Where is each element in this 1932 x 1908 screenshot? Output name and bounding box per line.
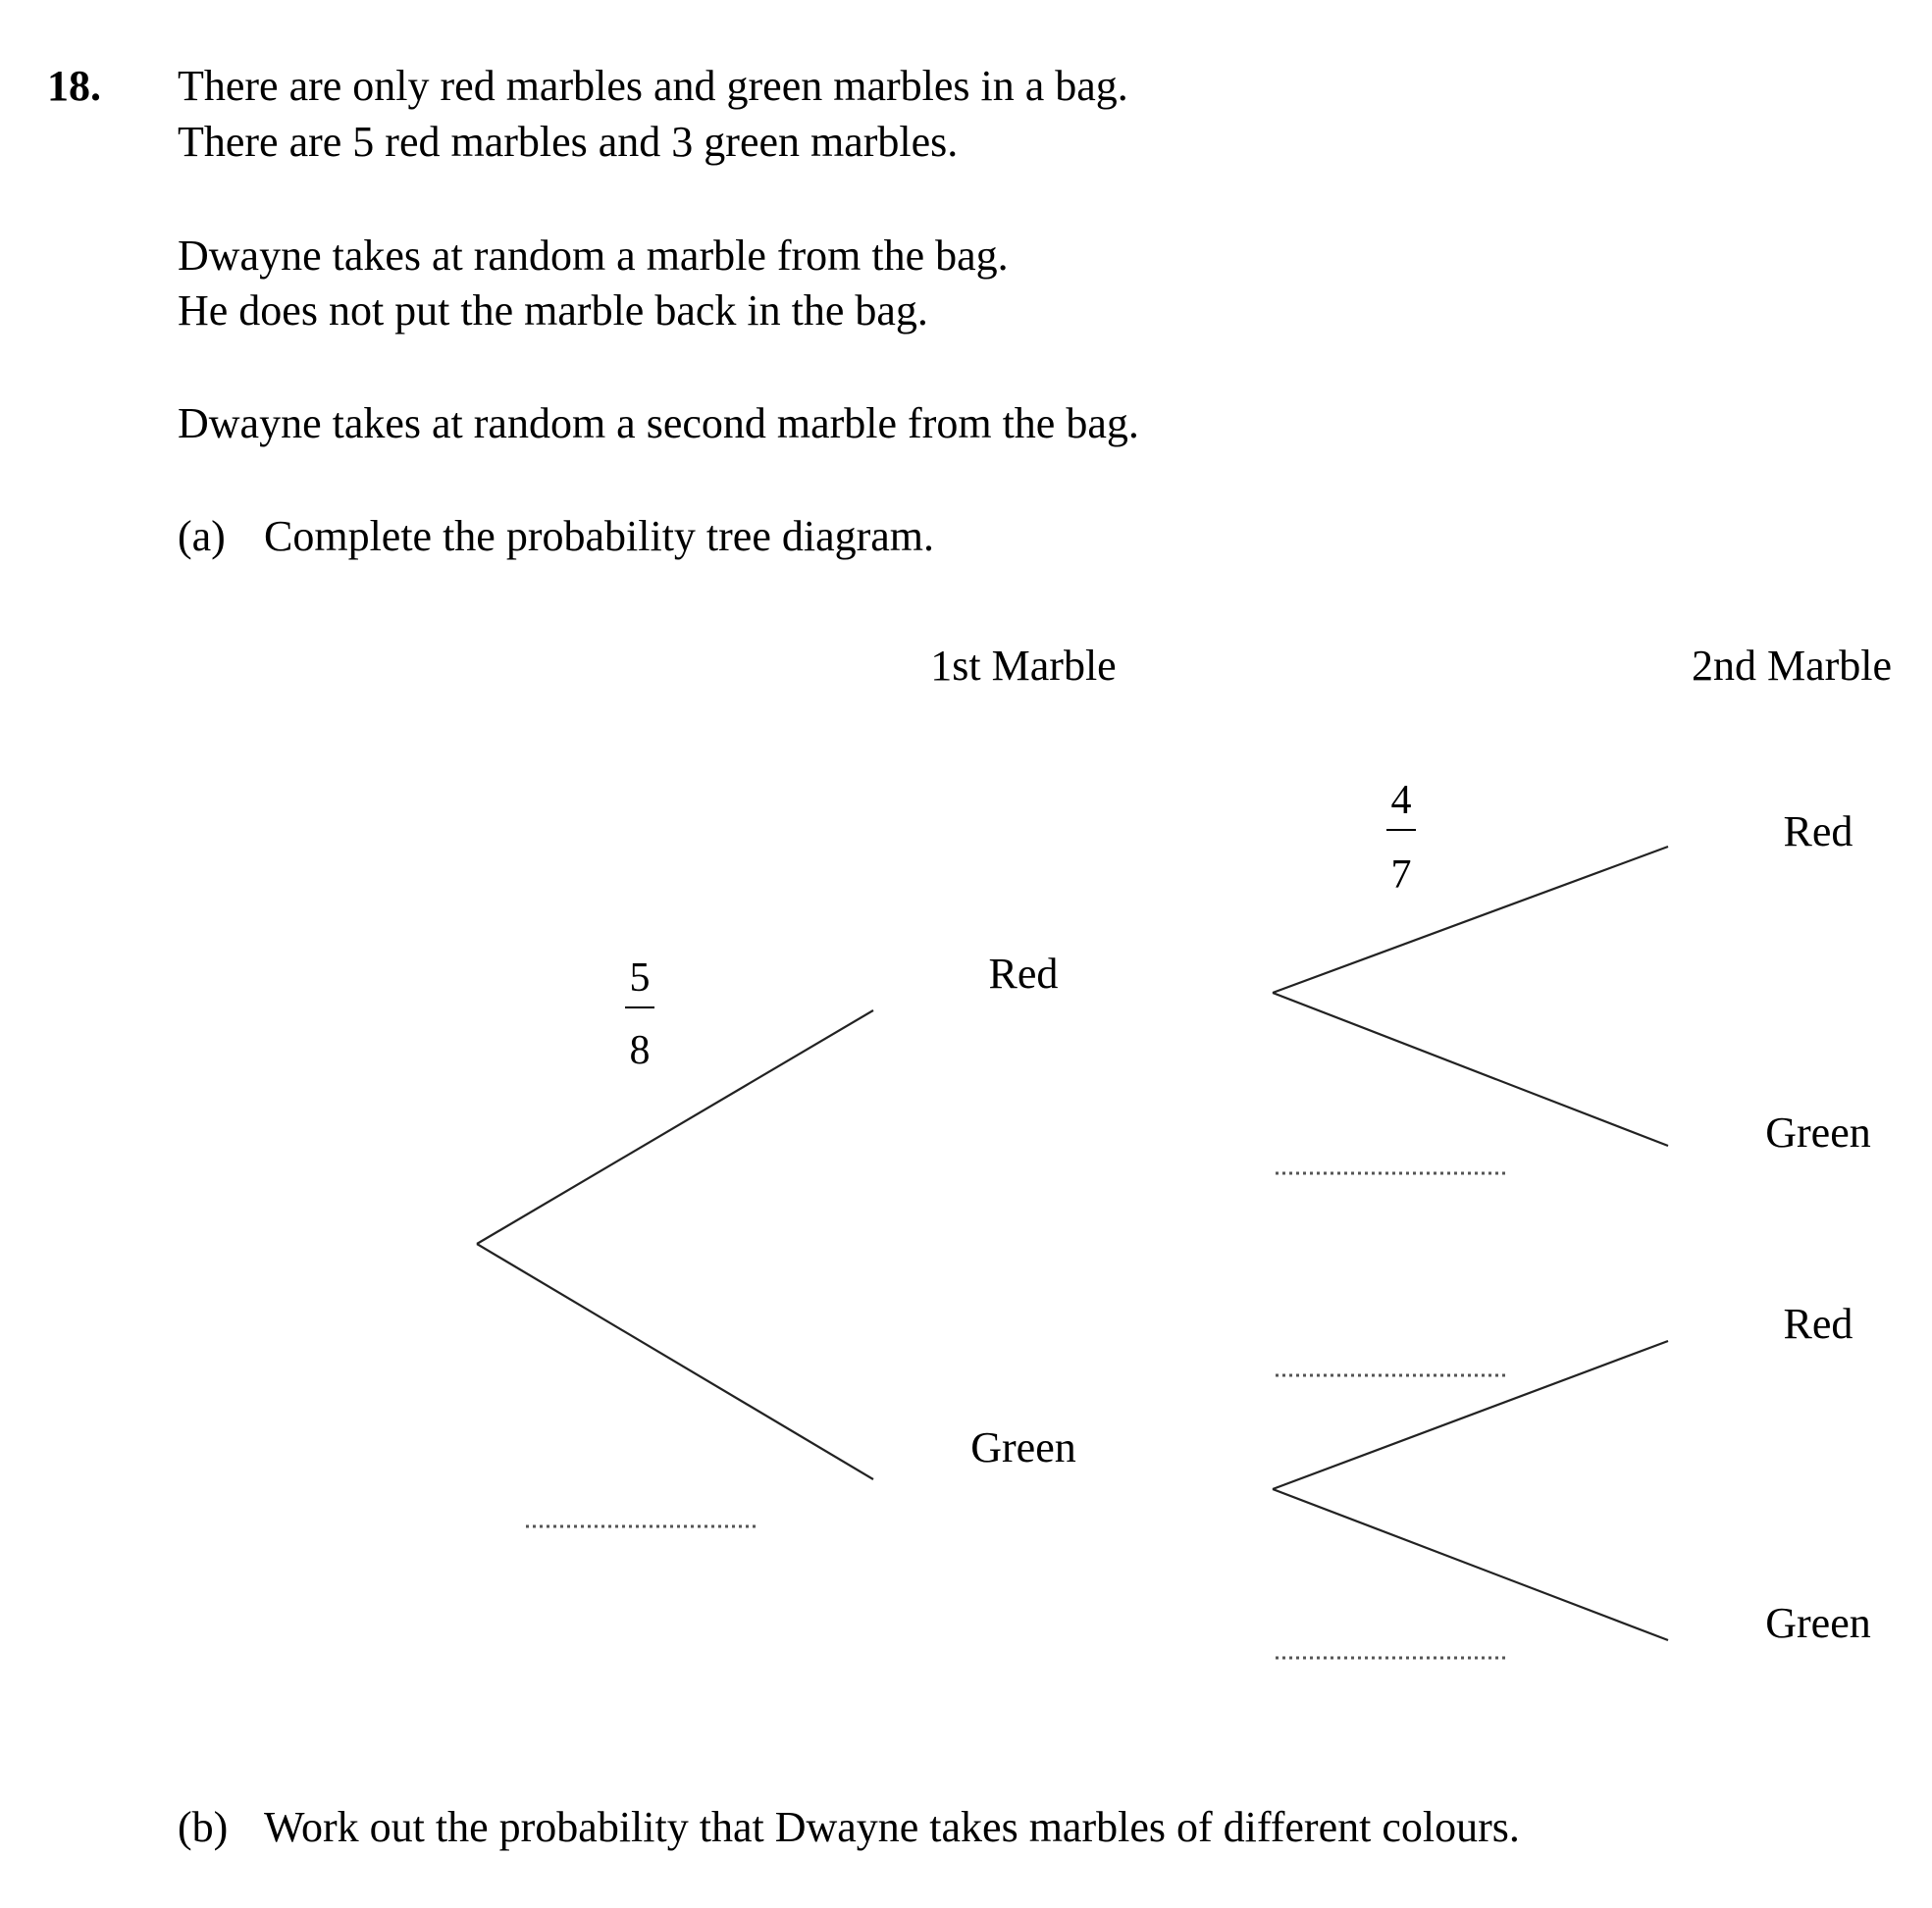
intro-line-2: There are 5 red marbles and 3 green marbles. — [178, 118, 959, 166]
fraction-numerator: 5 — [629, 955, 651, 1001]
header-2nd-marble: 2nd Marble — [1691, 642, 1893, 690]
outcome-red-green: Green — [1765, 1109, 1871, 1157]
branch-first-green — [477, 1244, 873, 1479]
outcome-green-green: Green — [1765, 1599, 1871, 1647]
intro-line-1: There are only red marbles and green marbles in a bag. — [178, 62, 1128, 110]
header-1st-marble: 1st Marble — [930, 642, 1117, 690]
part-b-text: Work out the probability that Dwayne takes marbles of different colours. — [264, 1803, 1520, 1851]
prob-red-after-red-fraction — [1386, 778, 1416, 898]
part-b-prompt — [178, 1802, 1520, 1853]
branch-green-green — [1273, 1489, 1668, 1640]
intro-line-5: Dwayne takes at random a second marble from the bag. — [178, 399, 1139, 447]
branch-first-red — [477, 1010, 873, 1244]
fraction-denominator: 8 — [629, 1028, 651, 1073]
intro-line-4: He does not put the marble back in the bag. — [178, 286, 928, 335]
branch-red-red — [1273, 847, 1668, 993]
branch-red-green — [1273, 993, 1668, 1146]
outcome-first-red: Red — [988, 950, 1059, 998]
outcome-green-red: Red — [1783, 1300, 1854, 1348]
fraction-numerator: 4 — [1390, 778, 1412, 823]
intro-line-3: Dwayne takes at random a marble from the bag. — [178, 232, 1009, 280]
outcome-first-green: Green — [970, 1423, 1076, 1471]
question-number: 18. — [47, 62, 101, 110]
outcome-red-red: Red — [1783, 807, 1854, 855]
part-b-label: (b) — [178, 1803, 229, 1851]
fraction-denominator: 7 — [1390, 852, 1412, 898]
branch-green-red — [1273, 1341, 1668, 1489]
part-a-label: (a) — [178, 512, 226, 560]
prob-first-red-fraction — [625, 955, 654, 1073]
part-a-text: Complete the probability tree diagram. — [264, 512, 935, 560]
